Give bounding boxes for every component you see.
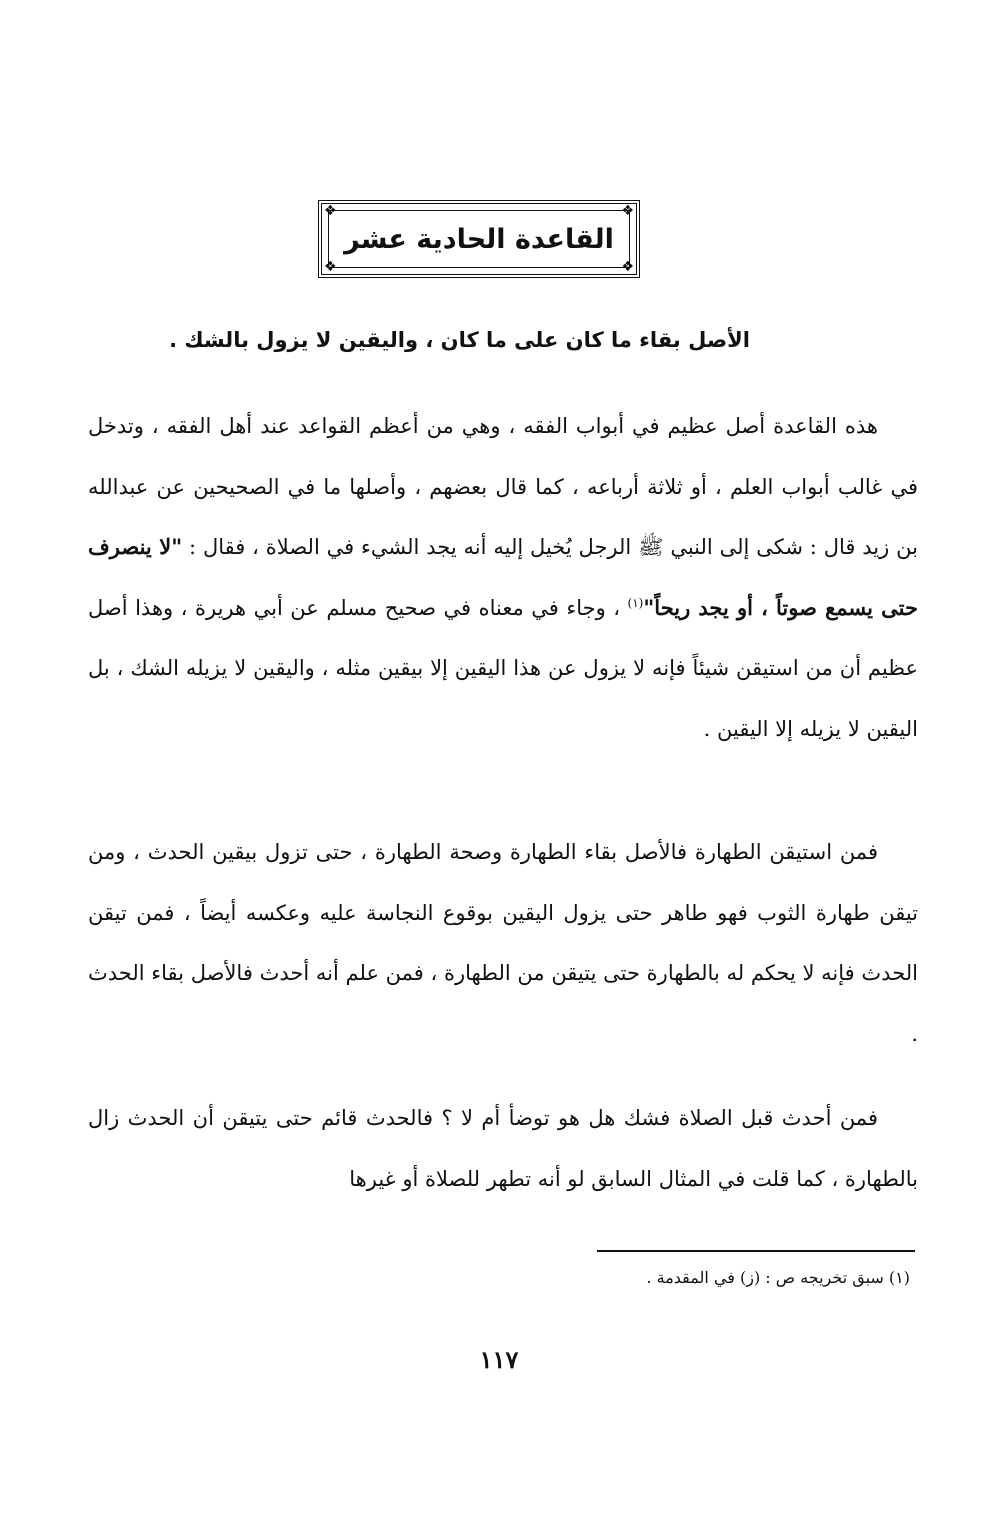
ornament-corner-icon: ❖ [324,259,337,275]
paragraph-3-text: فمن أحدث قبل الصلاة فشك هل هو توضأ أم لا ؟ فالحدث قائم حتى يتيقن أن الحدث زال بالطهارة ، كما قلت في المثال السابق لو أنه تطهر للصلاة أو غيرها [88,1106,918,1191]
paragraph-2-text: فمن استيقن الطهارة فالأصل بقاء الطهارة وصحة الطهارة ، حتى تزول بيقين الحدث ، ومن تيقن طهارة الثوب فهو طاهر حتى يزول اليقين بوقوع النجاسة عليه وعكسه أيضاً ، فمن تيقن الحدث فإنه لا يحكم له بالطهارة حتى يتيقن من الطهارة ، فمن علم أنه أحدث فالأصل بقاء الحدث . [88,840,918,1046]
ornament-corner-icon: ❖ [621,203,634,219]
paragraph-3 [88,1088,918,1209]
chapter-title-frame [318,200,640,278]
footnote-divider [597,1250,915,1252]
ornament-corner-icon: ❖ [324,203,337,219]
paragraph-1 [88,396,918,759]
paragraph-1-text-b: ، وجاء في معناه في صحيح مسلم عن أبي هريرة ، وهذا أصل عظيم أن من استيقن شيئاً فإنه لا يزول عن هذا اليقين إلا بيقين مثله ، واليقين لا يزيله الشك ، بل اليقين لا يزيله إلا اليقين . [88,595,918,741]
paragraph-2 [88,822,918,1064]
hadith-quote: "لا ينصرف حتى يسمع صوتاً ، أو يجد ريحاً" [88,534,918,620]
paragraph-1-text-a: هذه القاعدة أصل عظيم في أبواب الفقه ، وهي من أعظم القواعد عند أهل الفقه ، وتدخل في غالب أبواب العلم ، أو ثلاثة أرباعه ، كما قال بعضهم ، وأصلها ما في الصحيحين عن عبدالله بن زيد قال : شكى إلى النبي ﷺ الرجل يُخيل إليه أنه يجد الشيء في الصلاة ، فقال : [88,414,918,559]
footnote: (١) سبق تخريجه ص : (ز) في المقدمة . [646,1268,910,1287]
footnote-reference[interactable]: (١) [627,595,644,610]
ornament-corner-icon: ❖ [621,259,634,275]
chapter-title: القاعدة الحادية عشر [344,223,614,255]
rule-statement: الأصل بقاء ما كان على ما كان ، واليقين لا يزول بالشك . [169,328,750,352]
page-number: ١١٧ [479,1345,519,1374]
